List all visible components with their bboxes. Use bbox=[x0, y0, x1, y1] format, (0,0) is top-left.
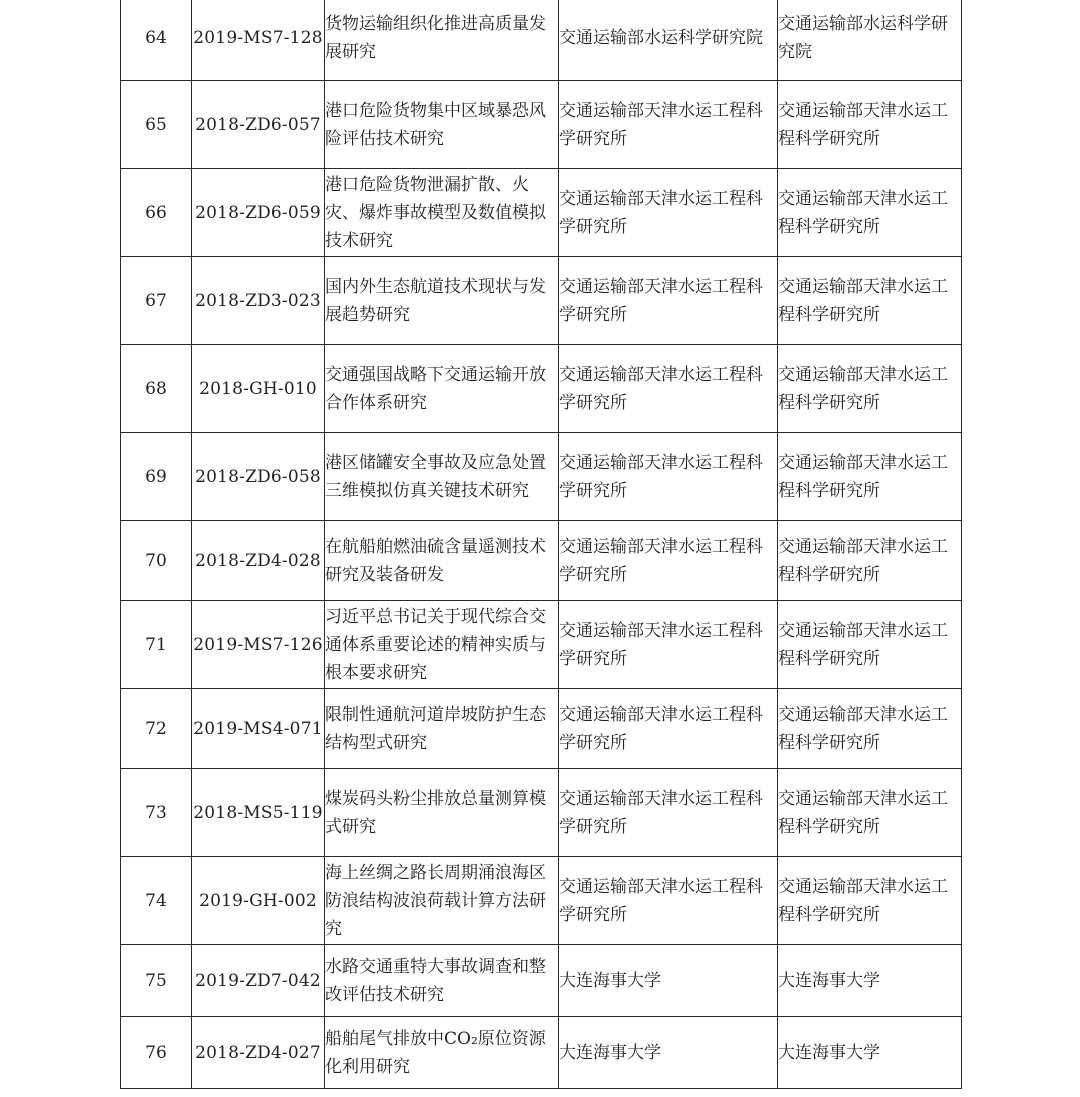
responsible-unit-cell bbox=[778, 857, 962, 945]
row-number: 74 bbox=[145, 890, 167, 911]
table-row bbox=[121, 169, 962, 257]
responsible-unit: 交通运输部天津水运工程科学研究所 bbox=[778, 536, 948, 585]
undertaking-unit: 交通运输部天津水运工程科学研究所 bbox=[559, 188, 763, 237]
row-number-cell bbox=[121, 257, 192, 345]
undertaking-unit-cell bbox=[559, 857, 778, 945]
row-number-cell bbox=[121, 769, 192, 857]
responsible-unit-cell bbox=[778, 601, 962, 689]
row-number: 75 bbox=[145, 970, 167, 991]
project-code-cell bbox=[192, 169, 325, 257]
responsible-unit-cell bbox=[778, 169, 962, 257]
row-number: 69 bbox=[145, 466, 167, 487]
table-row bbox=[121, 1017, 962, 1089]
responsible-unit: 交通运输部天津水运工程科学研究所 bbox=[778, 100, 948, 149]
project-name-cell bbox=[325, 433, 559, 521]
responsible-unit-cell bbox=[778, 689, 962, 769]
project-name-cell bbox=[325, 769, 559, 857]
project-name-cell bbox=[325, 0, 559, 81]
row-number: 66 bbox=[145, 202, 167, 223]
project-name-cell bbox=[325, 257, 559, 345]
responsible-unit: 交通运输部天津水运工程科学研究所 bbox=[778, 276, 948, 325]
table-row bbox=[121, 769, 962, 857]
responsible-unit-cell bbox=[778, 0, 962, 81]
responsible-unit: 交通运输部天津水运工程科学研究所 bbox=[778, 620, 948, 669]
project-code: 2019-MS7-126 bbox=[193, 634, 323, 655]
project-code: 2019-MS4-071 bbox=[193, 718, 323, 739]
responsible-unit-cell bbox=[778, 81, 962, 169]
project-code-cell bbox=[192, 601, 325, 689]
project-name: 水路交通重特大事故调查和整改评估技术研究 bbox=[325, 956, 546, 1005]
project-name-cell bbox=[325, 345, 559, 433]
row-number-cell bbox=[121, 0, 192, 81]
project-name: 海上丝绸之路长周期涌浪海区防浪结构波浪荷载计算方法研究 bbox=[325, 862, 546, 939]
project-name-cell bbox=[325, 521, 559, 601]
undertaking-unit: 大连海事大学 bbox=[559, 1042, 661, 1063]
row-number-cell bbox=[121, 857, 192, 945]
responsible-unit-cell bbox=[778, 345, 962, 433]
table-row bbox=[121, 81, 962, 169]
undertaking-unit-cell bbox=[559, 945, 778, 1017]
project-code-cell bbox=[192, 433, 325, 521]
project-code: 2018-MS5-119 bbox=[193, 802, 323, 823]
row-number-cell bbox=[121, 1017, 192, 1089]
project-name: 习近平总书记关于现代综合交通体系重要论述的精神实质与根本要求研究 bbox=[325, 606, 546, 683]
responsible-unit: 交通运输部天津水运工程科学研究所 bbox=[778, 704, 948, 753]
project-code: 2018-ZD4-027 bbox=[195, 1042, 321, 1063]
undertaking-unit: 交通运输部天津水运工程科学研究所 bbox=[559, 452, 763, 501]
project-table bbox=[120, 0, 962, 1089]
project-name: 国内外生态航道技术现状与发展趋势研究 bbox=[325, 276, 546, 325]
project-code: 2019-GH-002 bbox=[199, 890, 317, 911]
project-name-cell bbox=[325, 1017, 559, 1089]
responsible-unit: 交通运输部天津水运工程科学研究所 bbox=[778, 876, 948, 925]
project-name: 港区储罐安全事故及应急处置三维模拟仿真关键技术研究 bbox=[325, 452, 546, 501]
row-number-cell bbox=[121, 601, 192, 689]
project-name: 船舶尾气排放中CO₂原位资源化利用研究 bbox=[325, 1028, 546, 1077]
table-row bbox=[121, 0, 962, 81]
project-code: 2018-ZD6-058 bbox=[195, 466, 321, 487]
project-code-cell bbox=[192, 769, 325, 857]
project-name-cell bbox=[325, 169, 559, 257]
table-row bbox=[121, 601, 962, 689]
project-code: 2018-GH-010 bbox=[199, 378, 317, 399]
project-name-cell bbox=[325, 601, 559, 689]
responsible-unit: 交通运输部天津水运工程科学研究所 bbox=[778, 452, 948, 501]
project-name: 限制性通航河道岸坡防护生态结构型式研究 bbox=[325, 704, 546, 753]
row-number: 76 bbox=[145, 1042, 167, 1063]
row-number-cell bbox=[121, 169, 192, 257]
project-code: 2018-ZD3-023 bbox=[195, 290, 321, 311]
project-code-cell bbox=[192, 1017, 325, 1089]
project-code-cell bbox=[192, 521, 325, 601]
responsible-unit-cell bbox=[778, 257, 962, 345]
row-number: 68 bbox=[145, 378, 167, 399]
table-row bbox=[121, 433, 962, 521]
project-name-cell bbox=[325, 857, 559, 945]
project-code-cell bbox=[192, 0, 325, 81]
project-name: 在航船舶燃油硫含量遥测技术研究及装备研发 bbox=[325, 536, 546, 585]
undertaking-unit: 交通运输部天津水运工程科学研究所 bbox=[559, 364, 763, 413]
undertaking-unit: 交通运输部天津水运工程科学研究所 bbox=[559, 620, 763, 669]
row-number: 73 bbox=[145, 802, 167, 823]
responsible-unit: 大连海事大学 bbox=[778, 1042, 880, 1063]
row-number-cell bbox=[121, 81, 192, 169]
table-row bbox=[121, 521, 962, 601]
undertaking-unit-cell bbox=[559, 169, 778, 257]
responsible-unit: 交通运输部水运科学研究院 bbox=[778, 13, 948, 62]
undertaking-unit: 交通运输部天津水运工程科学研究所 bbox=[559, 704, 763, 753]
table-row bbox=[121, 945, 962, 1017]
row-number: 71 bbox=[145, 634, 167, 655]
project-code: 2019-MS7-128 bbox=[193, 27, 323, 48]
project-code: 2018-ZD6-059 bbox=[195, 202, 321, 223]
undertaking-unit-cell bbox=[559, 257, 778, 345]
undertaking-unit-cell bbox=[559, 689, 778, 769]
table-row bbox=[121, 345, 962, 433]
undertaking-unit-cell bbox=[559, 769, 778, 857]
project-code: 2018-ZD4-028 bbox=[195, 550, 321, 571]
responsible-unit-cell bbox=[778, 945, 962, 1017]
table-row bbox=[121, 689, 962, 769]
row-number: 64 bbox=[145, 27, 167, 48]
row-number: 67 bbox=[145, 290, 167, 311]
row-number-cell bbox=[121, 433, 192, 521]
table-row bbox=[121, 257, 962, 345]
row-number-cell bbox=[121, 345, 192, 433]
undertaking-unit: 交通运输部天津水运工程科学研究所 bbox=[559, 100, 763, 149]
project-code-cell bbox=[192, 689, 325, 769]
responsible-unit: 交通运输部天津水运工程科学研究所 bbox=[778, 188, 948, 237]
row-number: 70 bbox=[145, 550, 167, 571]
undertaking-unit: 交通运输部水运科学研究院 bbox=[559, 27, 763, 48]
undertaking-unit-cell bbox=[559, 601, 778, 689]
undertaking-unit: 交通运输部天津水运工程科学研究所 bbox=[559, 536, 763, 585]
undertaking-unit-cell bbox=[559, 433, 778, 521]
responsible-unit-cell bbox=[778, 1017, 962, 1089]
project-code-cell bbox=[192, 857, 325, 945]
row-number-cell bbox=[121, 689, 192, 769]
undertaking-unit: 大连海事大学 bbox=[559, 970, 661, 991]
project-code-cell bbox=[192, 257, 325, 345]
undertaking-unit: 交通运输部天津水运工程科学研究所 bbox=[559, 788, 763, 837]
undertaking-unit: 交通运输部天津水运工程科学研究所 bbox=[559, 276, 763, 325]
responsible-unit: 交通运输部天津水运工程科学研究所 bbox=[778, 788, 948, 837]
project-name-cell bbox=[325, 945, 559, 1017]
row-number-cell bbox=[121, 521, 192, 601]
project-name-cell bbox=[325, 81, 559, 169]
row-number: 72 bbox=[145, 718, 167, 739]
project-code-cell bbox=[192, 81, 325, 169]
undertaking-unit-cell bbox=[559, 81, 778, 169]
project-code: 2018-ZD6-057 bbox=[195, 114, 321, 135]
undertaking-unit-cell bbox=[559, 521, 778, 601]
row-number: 65 bbox=[145, 114, 167, 135]
responsible-unit-cell bbox=[778, 433, 962, 521]
project-code: 2019-ZD7-042 bbox=[195, 970, 321, 991]
undertaking-unit-cell bbox=[559, 0, 778, 81]
table-row bbox=[121, 857, 962, 945]
project-name-cell bbox=[325, 689, 559, 769]
project-code-cell bbox=[192, 945, 325, 1017]
responsible-unit-cell bbox=[778, 521, 962, 601]
project-name: 港口危险货物泄漏扩散、火灾、爆炸事故模型及数值模拟技术研究 bbox=[325, 174, 546, 251]
undertaking-unit-cell bbox=[559, 345, 778, 433]
project-code-cell bbox=[192, 345, 325, 433]
project-name: 港口危险货物集中区域暴恐风险评估技术研究 bbox=[325, 100, 546, 149]
row-number-cell bbox=[121, 945, 192, 1017]
undertaking-unit-cell bbox=[559, 1017, 778, 1089]
responsible-unit: 大连海事大学 bbox=[778, 970, 880, 991]
responsible-unit-cell bbox=[778, 769, 962, 857]
project-name: 煤炭码头粉尘排放总量测算模式研究 bbox=[325, 788, 546, 837]
project-name: 交通强国战略下交通运输开放合作体系研究 bbox=[325, 364, 546, 413]
responsible-unit: 交通运输部天津水运工程科学研究所 bbox=[778, 364, 948, 413]
project-name: 货物运输组织化推进高质量发展研究 bbox=[325, 13, 546, 62]
undertaking-unit: 交通运输部天津水运工程科学研究所 bbox=[559, 876, 763, 925]
